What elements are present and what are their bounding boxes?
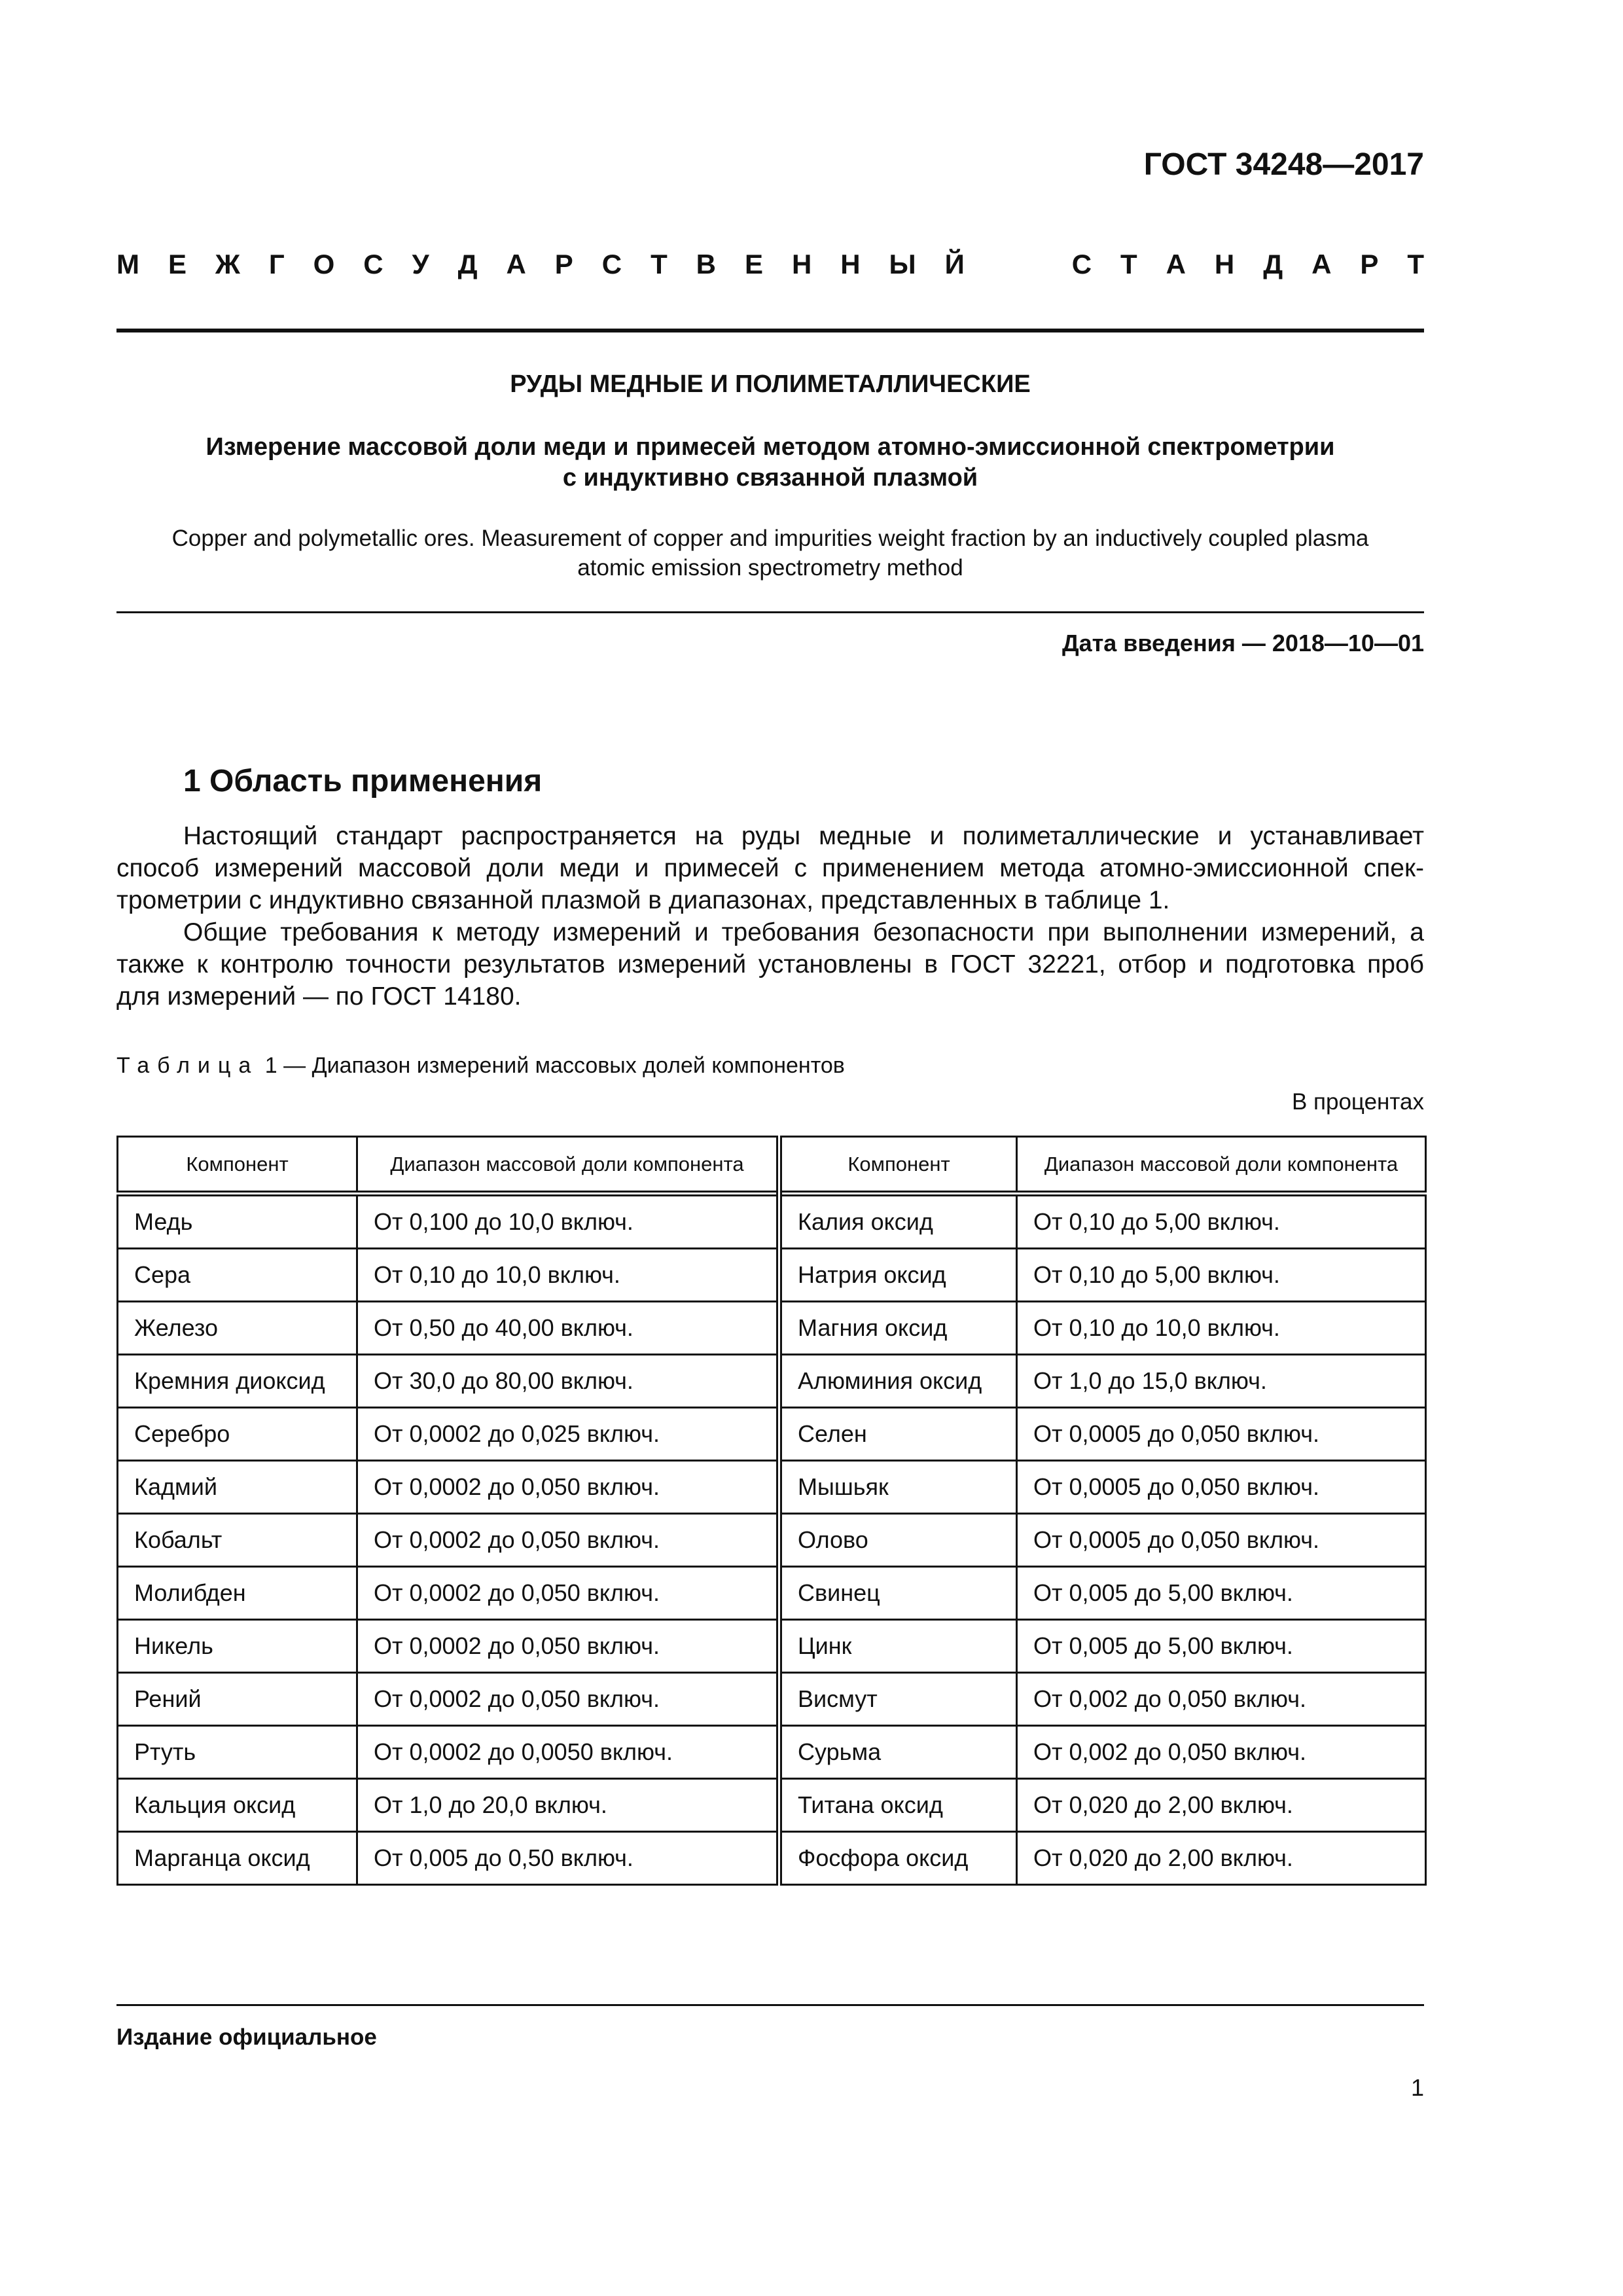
table-row bbox=[118, 1726, 1426, 1779]
category-letter: С bbox=[363, 249, 383, 279]
category-letter: А bbox=[506, 249, 526, 279]
document-subtitle bbox=[116, 432, 1424, 493]
paragraph-line: Общие требования к методу измерений и требования безопасности при выполнении измерений, а bbox=[183, 918, 1424, 946]
cell-component: Кобальт bbox=[118, 1514, 357, 1567]
paragraph-line: Настоящий стандарт распространяется на руды медные и полиметаллические и устанавливает bbox=[183, 822, 1424, 850]
table-row bbox=[118, 1832, 1426, 1885]
table-body bbox=[118, 1194, 1426, 1885]
table-row bbox=[118, 1673, 1426, 1726]
category-letter: Г bbox=[268, 249, 285, 279]
table-caption-text: 1 — Диапазон измерений массовых долей компонентов bbox=[264, 1053, 845, 1078]
cell-range: От 0,002 до 0,050 включ. bbox=[1017, 1726, 1426, 1779]
table-row bbox=[118, 1355, 1426, 1408]
standard-code: ГОСТ 34248—2017 bbox=[1143, 147, 1424, 182]
introduction-date: Дата введения — 2018—10—01 bbox=[1061, 630, 1424, 656]
category-letter: Е bbox=[168, 249, 187, 279]
table-row bbox=[118, 1194, 1426, 1249]
header-range: Диапазон массовой доли компонента bbox=[357, 1137, 779, 1194]
header-divider bbox=[116, 329, 1424, 332]
category-letter: С bbox=[601, 249, 622, 279]
category-letter: Д bbox=[457, 249, 478, 279]
cell-component: Натрия оксид bbox=[779, 1249, 1017, 1302]
cell-component: Селен bbox=[779, 1408, 1017, 1461]
title-divider bbox=[116, 611, 1424, 613]
scope-paragraph-2 bbox=[116, 916, 1424, 1013]
category-letter: Н bbox=[1214, 249, 1235, 279]
cell-component: Кадмий bbox=[118, 1461, 357, 1514]
cell-component: Медь bbox=[118, 1194, 357, 1249]
cell-component: Ртуть bbox=[118, 1726, 357, 1779]
table-row bbox=[118, 1514, 1426, 1567]
paragraph-line: для измерений — по ГОСТ 14180. bbox=[116, 982, 522, 1011]
cell-component: Кремния диоксид bbox=[118, 1355, 357, 1408]
table-header-row bbox=[118, 1137, 1426, 1194]
cell-component: Марганца оксид bbox=[118, 1832, 357, 1885]
cell-range: От 0,002 до 0,050 включ. bbox=[1017, 1673, 1426, 1726]
cell-range: От 0,0002 до 0,0050 включ. bbox=[357, 1726, 779, 1779]
cell-range: От 0,0005 до 0,050 включ. bbox=[1017, 1408, 1426, 1461]
document-title: РУДЫ МЕДНЫЕ И ПОЛИМЕТАЛЛИЧЕСКИЕ bbox=[510, 370, 1031, 398]
section-heading: 1 Область применения bbox=[183, 764, 543, 798]
category-letter: Й bbox=[944, 249, 965, 279]
english-title bbox=[116, 524, 1424, 583]
page-number: 1 bbox=[1410, 2074, 1424, 2101]
paragraph-line: также к контролю точности результатов измерений установлены в ГОСТ 32221, отбор и подготовка проб bbox=[116, 950, 1424, 978]
category-letter: Д bbox=[1263, 249, 1283, 279]
cell-range: От 0,0002 до 0,050 включ. bbox=[357, 1620, 779, 1673]
category-letter: Е bbox=[744, 249, 763, 279]
cell-range: От 0,0005 до 0,050 включ. bbox=[1017, 1461, 1426, 1514]
category-letter: Н bbox=[791, 249, 812, 279]
cell-component: Никель bbox=[118, 1620, 357, 1673]
cell-range: От 0,005 до 0,50 включ. bbox=[357, 1832, 779, 1885]
cell-range: От 0,0002 до 0,050 включ. bbox=[357, 1673, 779, 1726]
cell-range: От 0,0002 до 0,050 включ. bbox=[357, 1514, 779, 1567]
table-row bbox=[118, 1302, 1426, 1355]
cell-component: Фосфора оксид bbox=[779, 1832, 1017, 1885]
cell-range: От 30,0 до 80,00 включ. bbox=[357, 1355, 779, 1408]
cell-range: От 0,005 до 5,00 включ. bbox=[1017, 1620, 1426, 1673]
cell-range: От 0,0002 до 0,050 включ. bbox=[357, 1567, 779, 1620]
header-component: Компонент bbox=[779, 1137, 1017, 1194]
table-row bbox=[118, 1779, 1426, 1832]
cell-range: От 0,50 до 40,00 включ. bbox=[357, 1302, 779, 1355]
category-letter: В bbox=[696, 249, 717, 279]
category-letter: М bbox=[116, 249, 139, 279]
subtitle-line: Измерение массовой доли меди и примесей методом атомно-эмиссионной спектрометрии bbox=[205, 433, 1335, 461]
paragraph-line: трометрии с индуктивно связанной плазмой в диапазонах, представленных в таблице 1. bbox=[116, 886, 1170, 914]
category-letter: А bbox=[1311, 249, 1332, 279]
table-caption bbox=[116, 1051, 845, 1080]
category-letter: Т bbox=[651, 249, 668, 279]
cell-range: От 0,020 до 2,00 включ. bbox=[1017, 1832, 1426, 1885]
cell-range: От 0,0002 до 0,050 включ. bbox=[357, 1461, 779, 1514]
table-units: В процентах bbox=[1291, 1089, 1424, 1115]
cell-range: От 0,100 до 10,0 включ. bbox=[357, 1194, 779, 1249]
category-letter: Р bbox=[554, 249, 573, 279]
cell-component: Титана оксид bbox=[779, 1779, 1017, 1832]
cell-range: От 0,10 до 5,00 включ. bbox=[1017, 1249, 1426, 1302]
edition-note: Издание официальное bbox=[116, 2024, 377, 2050]
cell-component: Магния оксид bbox=[779, 1302, 1017, 1355]
category-letter: А bbox=[1166, 249, 1186, 279]
footer-divider bbox=[116, 2004, 1424, 2006]
cell-component: Мышьяк bbox=[779, 1461, 1017, 1514]
cell-component: Кальция оксид bbox=[118, 1779, 357, 1832]
subtitle-line: с индуктивно связанной плазмой bbox=[562, 464, 978, 492]
cell-range: От 1,0 до 20,0 включ. bbox=[357, 1779, 779, 1832]
table-row bbox=[118, 1461, 1426, 1514]
category-letter: Р bbox=[1360, 249, 1379, 279]
cell-component: Алюминия оксид bbox=[779, 1355, 1017, 1408]
cell-component: Сурьма bbox=[779, 1726, 1017, 1779]
cell-range: От 0,005 до 5,00 включ. bbox=[1017, 1567, 1426, 1620]
cell-component: Железо bbox=[118, 1302, 357, 1355]
category-letter: Т bbox=[1407, 249, 1424, 279]
category-letter: Н bbox=[840, 249, 861, 279]
cell-component: Сера bbox=[118, 1249, 357, 1302]
word-gap bbox=[993, 246, 1043, 283]
scope-paragraph-1 bbox=[116, 820, 1424, 916]
english-title-line: Copper and polymetallic ores. Measurement of copper and impurities weight fraction by an inductively coupled plasma bbox=[171, 526, 1369, 551]
cell-range: От 0,020 до 2,00 включ. bbox=[1017, 1779, 1426, 1832]
table-row bbox=[118, 1620, 1426, 1673]
cell-component: Серебро bbox=[118, 1408, 357, 1461]
category-letter: Ы bbox=[889, 249, 916, 279]
table-row bbox=[118, 1408, 1426, 1461]
cell-range: От 0,10 до 10,0 включ. bbox=[357, 1249, 779, 1302]
cell-range: От 0,0005 до 0,050 включ. bbox=[1017, 1514, 1426, 1567]
category-letter: Ж bbox=[215, 249, 240, 279]
english-title-line: atomic emission spectrometry method bbox=[577, 555, 963, 581]
cell-component: Калия оксид bbox=[779, 1194, 1017, 1249]
header-range: Диапазон массовой доли компонента bbox=[1017, 1137, 1426, 1194]
cell-component: Рений bbox=[118, 1673, 357, 1726]
category-letter: С bbox=[1071, 249, 1092, 279]
category-letter: Т bbox=[1120, 249, 1137, 279]
cell-component: Цинк bbox=[779, 1620, 1017, 1673]
category-letter: У bbox=[412, 249, 429, 279]
paragraph-line: способ измерений массовой доли меди и примесей с применением метода атомно-эмиссионной спек- bbox=[116, 854, 1424, 882]
components-table bbox=[116, 1136, 1427, 1886]
table-caption-prefix: Таблица bbox=[116, 1053, 259, 1078]
cell-range: От 0,10 до 5,00 включ. bbox=[1017, 1194, 1426, 1249]
cell-component: Висмут bbox=[779, 1673, 1017, 1726]
category-letter: О bbox=[313, 249, 335, 279]
cell-component: Олово bbox=[779, 1514, 1017, 1567]
cell-component: Свинец bbox=[779, 1567, 1017, 1620]
table-row bbox=[118, 1567, 1426, 1620]
cell-range: От 0,10 до 10,0 включ. bbox=[1017, 1302, 1426, 1355]
table-row bbox=[118, 1249, 1426, 1302]
standard-category bbox=[116, 246, 1424, 283]
header-component: Компонент bbox=[118, 1137, 357, 1194]
cell-range: От 0,0002 до 0,025 включ. bbox=[357, 1408, 779, 1461]
cell-component: Молибден bbox=[118, 1567, 357, 1620]
cell-range: От 1,0 до 15,0 включ. bbox=[1017, 1355, 1426, 1408]
